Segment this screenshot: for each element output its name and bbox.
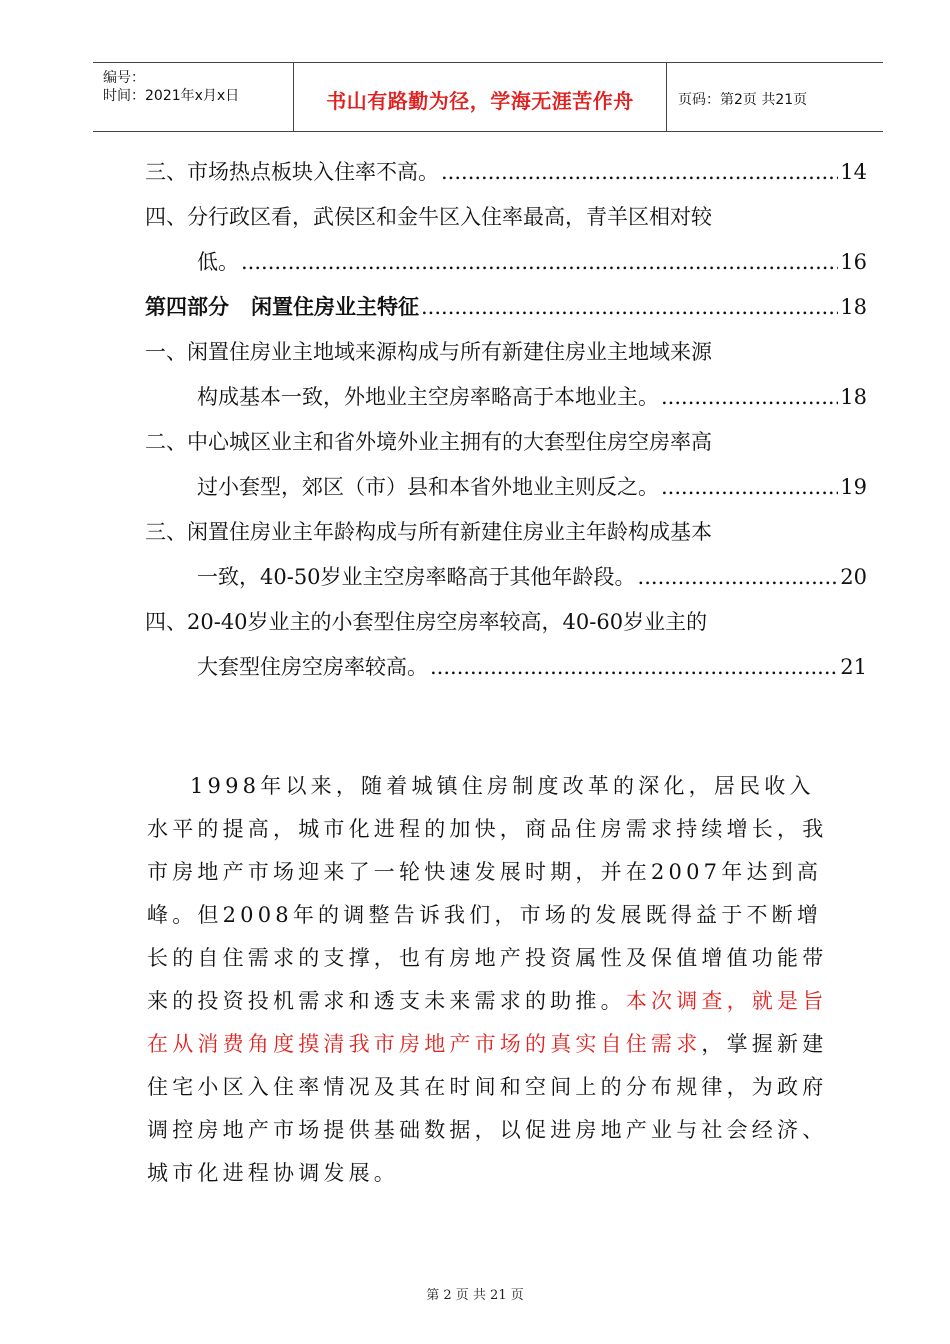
toc-page-number: 19: [840, 475, 867, 499]
paragraph-line: 市房地产市场迎来了一轮快速发展时期，并在2007年达到高: [147, 860, 823, 884]
paragraph-line: 住宅小区入住率情况及其在时间和空间上的分布规律，为政府: [147, 1075, 828, 1099]
toc-entry[interactable]: [145, 645, 867, 690]
header-motto: 书山有路勤为径，学海无涯苦作舟: [326, 89, 634, 113]
paragraph-line: 1998年以来，随着城镇住房制度改革的深化，居民收入: [190, 774, 815, 798]
paragraph-line: 城市化进程协调发展。: [147, 1161, 399, 1185]
toc-entry-text: 四、20-40岁业主的小套型住房空房率较高，40-60岁业主的: [145, 610, 708, 634]
toc-leader-dots: [441, 150, 838, 195]
toc-entry[interactable]: [145, 555, 867, 600]
paragraph-line: 峰。但2008年的调整告诉我们，市场的发展既得益于不断增: [147, 903, 823, 927]
header-page-cell: [666, 63, 883, 131]
toc-section-part: 第四部分: [145, 295, 229, 319]
toc-entry[interactable]: [145, 600, 867, 645]
toc-entry[interactable]: [145, 195, 867, 240]
toc-leader-dots: [661, 375, 838, 420]
toc-entry[interactable]: [145, 420, 867, 465]
toc-entry[interactable]: [145, 240, 867, 285]
toc-section-title: [145, 285, 419, 330]
toc-entry-text: 低。: [197, 250, 239, 274]
toc-page-number: 18: [840, 295, 867, 319]
header-meta-cell: [93, 63, 293, 131]
toc-page-number: 20: [840, 565, 867, 589]
toc-leader-dots: [241, 240, 838, 285]
toc-entry-text: 一、闲置住房业主地域来源构成与所有新建住房业主地域来源: [145, 340, 712, 364]
toc-leader-dots: [638, 555, 839, 600]
paragraph-text: 来的投资投机需求和透支未来需求的助推。: [147, 989, 626, 1013]
toc-page-number: 18: [840, 385, 867, 409]
highlighted-text: 本次调查，就是旨: [625, 989, 828, 1013]
page-footer: 第 2 页 共 21 页: [426, 1288, 524, 1303]
toc-entry-text: 三、市场热点板块入住率不高。: [145, 160, 439, 184]
body-paragraph: [147, 765, 839, 1195]
toc-entry-text: 构成基本一致，外地业主空房率略高于本地业主。: [197, 385, 659, 409]
toc-page-number: 16: [840, 250, 867, 274]
serial-label: 编号：: [103, 70, 145, 86]
toc-entry-text: 过小套型，郊区（市）县和本省外地业主则反之。: [197, 475, 659, 499]
toc-page-number: 14: [840, 160, 867, 184]
toc-section-heading[interactable]: [145, 285, 867, 330]
paragraph-line: 水平的提高，城市化进程的加快，商品住房需求持续增长，我: [147, 817, 828, 841]
toc-leader-dots: [421, 285, 838, 330]
toc-entry[interactable]: [145, 330, 867, 375]
toc-entry[interactable]: [145, 150, 867, 195]
toc-entry[interactable]: [145, 510, 867, 555]
table-of-contents: [145, 150, 867, 690]
toc-page-number: 21: [840, 655, 867, 679]
header-page-label: 页码：第2页 共21页: [678, 92, 808, 108]
paragraph-line: [147, 1023, 839, 1066]
header-motto-cell: [293, 63, 667, 131]
paragraph-text: ，掌握新建: [701, 1032, 828, 1056]
toc-leader-dots: [661, 465, 838, 510]
toc-entry-text: 四、分行政区看，武侯区和金牛区入住率最高，青羊区相对较: [145, 205, 712, 229]
toc-entry-text: 三、闲置住房业主年龄构成与所有新建住房业主年龄构成基本: [145, 520, 712, 544]
paragraph-line: [147, 980, 839, 1023]
time-label: 时间：2021年x月x日: [103, 88, 240, 104]
toc-entry[interactable]: [145, 375, 867, 420]
paragraph-line: 长的自住需求的支撑，也有房地产投资属性及保值增值功能带: [147, 946, 828, 970]
toc-leader-dots: [430, 645, 838, 690]
toc-entry-text: 二、中心城区业主和省外境外业主拥有的大套型住房空房率高: [145, 430, 712, 454]
toc-entry-text: 大套型住房空房率较高。: [197, 655, 428, 679]
highlighted-text: 在从消费角度摸清我市房地产市场的真实自住需求: [147, 1032, 702, 1056]
page-header: [93, 62, 883, 132]
toc-entry-text: 一致，40-50岁业主空房率略高于其他年龄段。: [197, 565, 636, 589]
toc-entry[interactable]: [145, 465, 867, 510]
paragraph-line: 调控房地产市场提供基础数据，以促进房地产业与社会经济、: [147, 1118, 828, 1142]
toc-section-name: 闲置住房业主特征: [251, 295, 419, 319]
